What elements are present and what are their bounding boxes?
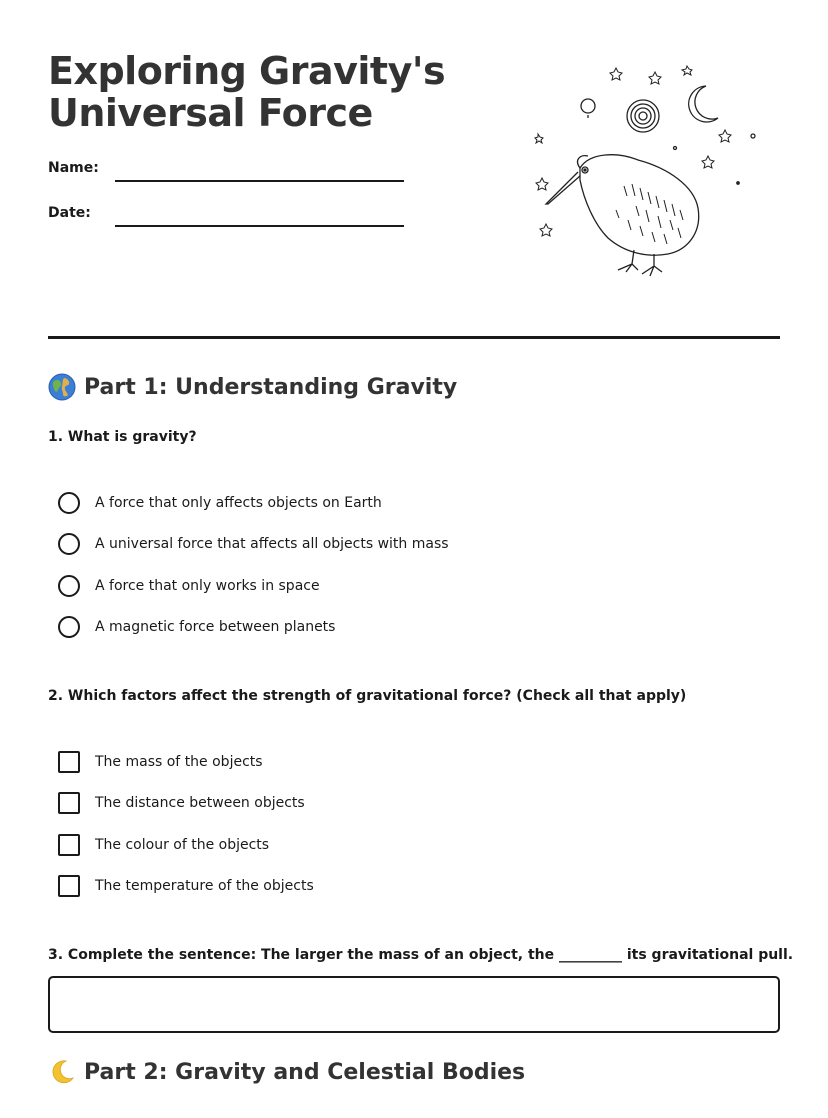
radio-button[interactable] bbox=[58, 533, 80, 555]
part2-heading bbox=[48, 1058, 525, 1086]
title-line-1: Exploring Gravity's bbox=[48, 49, 446, 93]
q2-option-4[interactable] bbox=[58, 875, 314, 897]
question-2: 2. Which factors affect the strength of gravitational force? (Check all that apply) bbox=[48, 688, 687, 704]
date-line[interactable] bbox=[115, 225, 404, 227]
q3-answer-box[interactable] bbox=[48, 976, 780, 1033]
header-divider bbox=[48, 336, 780, 339]
kiwi-bird-space-icon bbox=[528, 60, 768, 280]
q1-option-1[interactable] bbox=[58, 492, 382, 514]
q2-option-3[interactable] bbox=[58, 834, 269, 856]
part2-heading-text: Part 2: Gravity and Celestial Bodies bbox=[84, 1059, 526, 1085]
earth-globe-icon bbox=[48, 373, 76, 401]
q2-option-2[interactable] bbox=[58, 792, 305, 814]
question-1: 1. What is gravity? bbox=[48, 429, 197, 445]
checkbox[interactable] bbox=[58, 792, 80, 814]
radio-button[interactable] bbox=[58, 575, 80, 597]
option-label: The distance between objects bbox=[95, 795, 305, 811]
q2-option-1[interactable] bbox=[58, 751, 263, 773]
date-label: Date: bbox=[48, 205, 91, 221]
name-label: Name: bbox=[48, 160, 99, 176]
option-label: A force that only affects objects on Earth bbox=[95, 495, 382, 511]
name-line[interactable] bbox=[115, 180, 404, 182]
crescent-moon-icon bbox=[48, 1058, 76, 1086]
part1-heading-text: Part 1: Understanding Gravity bbox=[84, 374, 458, 400]
checkbox[interactable] bbox=[58, 751, 80, 773]
q1-option-3[interactable] bbox=[58, 575, 320, 597]
q1-option-2[interactable] bbox=[58, 533, 449, 555]
checkbox[interactable] bbox=[58, 834, 80, 856]
radio-button[interactable] bbox=[58, 616, 80, 638]
part1-heading bbox=[48, 373, 457, 401]
q1-option-4[interactable] bbox=[58, 616, 335, 638]
question-3: 3. Complete the sentence: The larger the mass of an object, the _________ its gravitational pull. bbox=[48, 947, 794, 963]
title-line-2: Universal Force bbox=[48, 91, 373, 135]
option-label: The mass of the objects bbox=[95, 754, 263, 770]
checkbox[interactable] bbox=[58, 875, 80, 897]
worksheet-title bbox=[48, 50, 468, 134]
option-label: A universal force that affects all objects with mass bbox=[95, 536, 449, 552]
option-label: The temperature of the objects bbox=[95, 878, 314, 894]
radio-button[interactable] bbox=[58, 492, 80, 514]
option-label: A magnetic force between planets bbox=[95, 619, 336, 635]
option-label: A force that only works in space bbox=[95, 578, 320, 594]
option-label: The colour of the objects bbox=[95, 837, 270, 853]
